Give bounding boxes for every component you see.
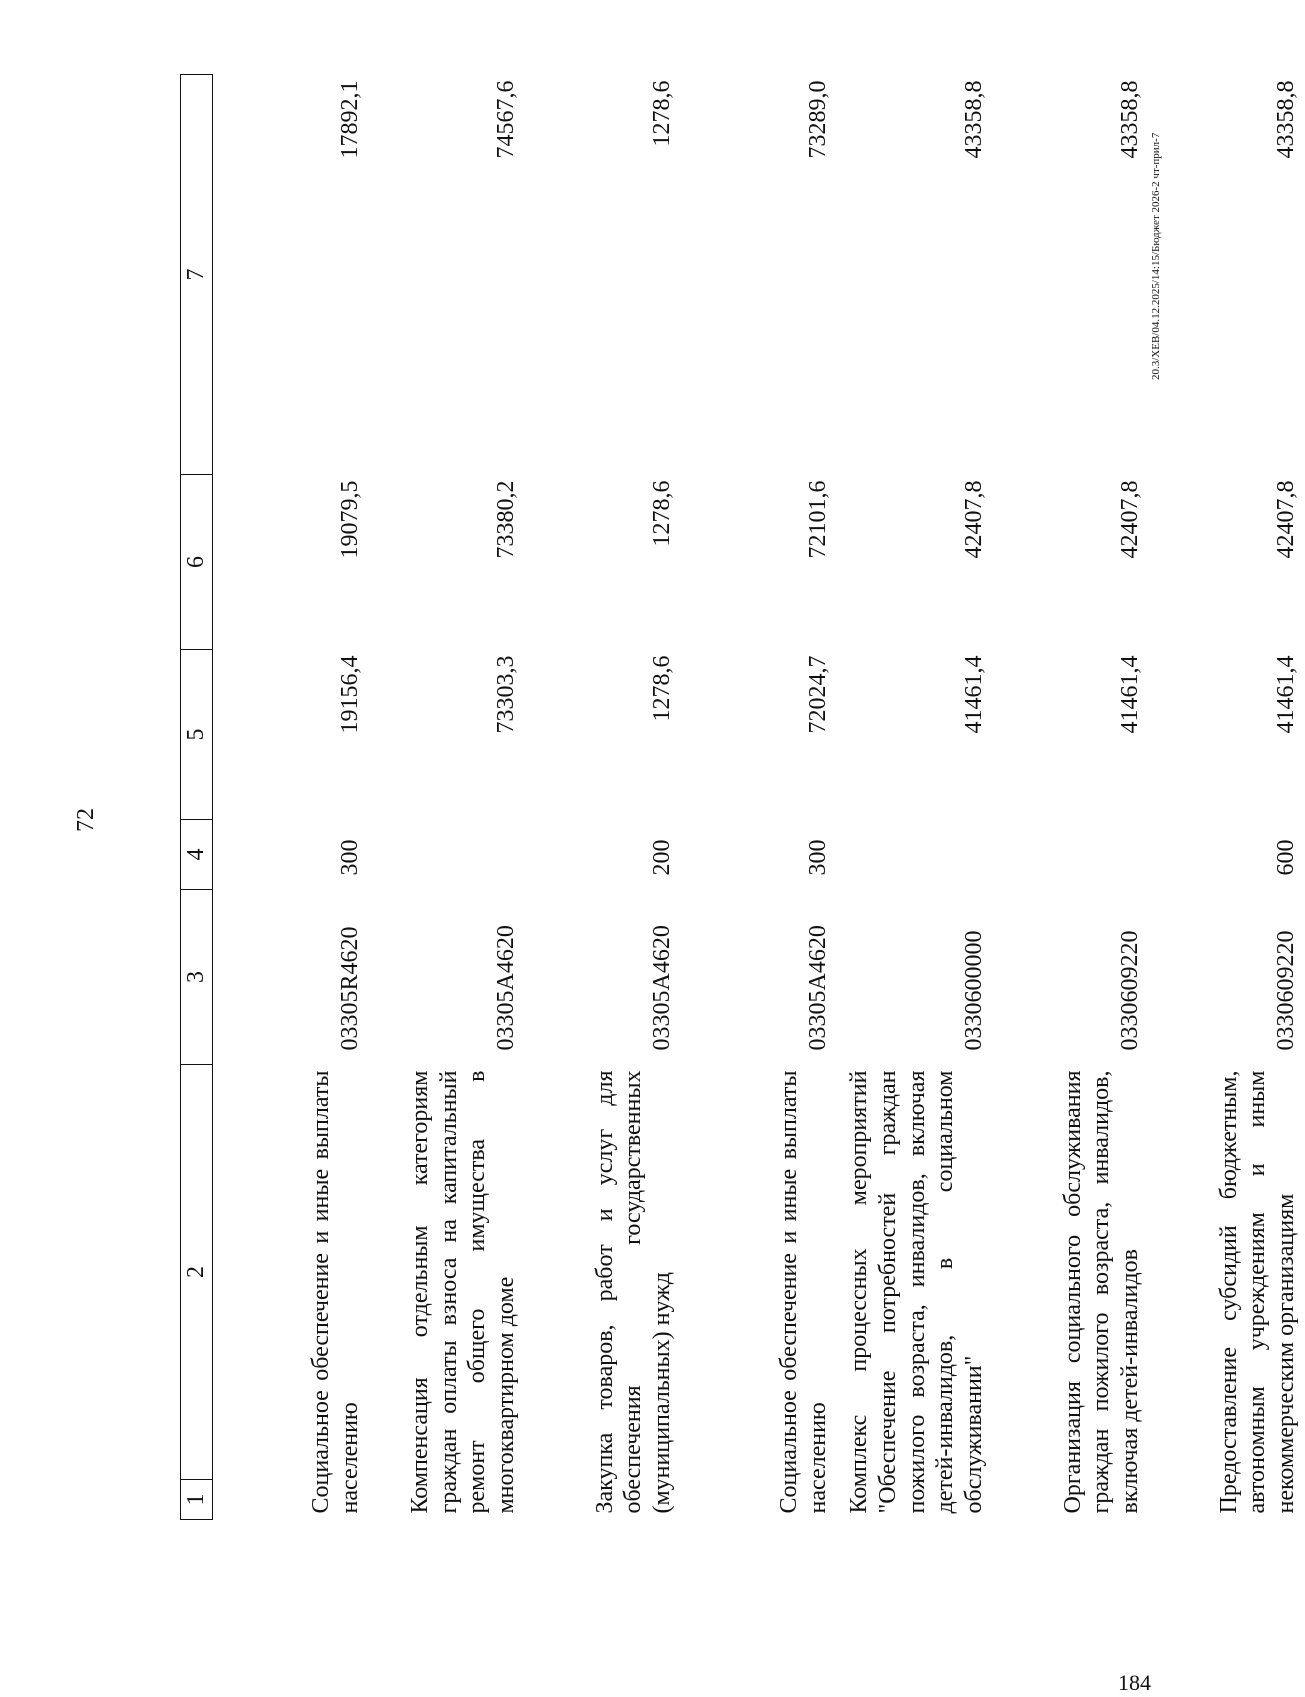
row-type: 600 xyxy=(1273,839,1300,876)
page-number: 72 xyxy=(73,808,99,832)
header-col-5: 5 xyxy=(181,650,213,820)
table-row xyxy=(993,75,1149,1520)
row-value-6: 42407,8 xyxy=(1117,480,1144,559)
row-value-5: 73303,3 xyxy=(493,655,520,734)
row-description: Комплекс процессных мероприятий "Обеспечение потребностей граждан пожилого возраста, инвалидов, включая детей-инвалидов, в социальном обслуживании" xyxy=(846,1070,988,1514)
row-value-6: 42407,8 xyxy=(1273,480,1300,559)
row-value-6: 72101,6 xyxy=(805,480,832,559)
row-description: Закупка товаров, работ и услуг для обеспечения государственных (муниципальных) нужд xyxy=(591,1070,676,1514)
row-code: 03305A4620 xyxy=(649,925,676,1051)
row-value-7: 73289,0 xyxy=(805,80,832,159)
row-value-6: 42407,8 xyxy=(961,480,988,559)
header-col-3: 3 xyxy=(181,890,213,1065)
row-code: 0330600000 xyxy=(961,930,988,1051)
header-col-1: 1 xyxy=(181,1480,213,1520)
header-col-6: 6 xyxy=(181,475,213,650)
row-type: 200 xyxy=(649,839,676,876)
table-row xyxy=(837,75,993,1520)
row-value-5: 41461,4 xyxy=(961,655,988,734)
row-value-5: 41461,4 xyxy=(1117,655,1144,734)
row-value-7: 43358,8 xyxy=(1117,80,1144,159)
table-row xyxy=(1149,75,1305,1520)
header-col-4: 4 xyxy=(181,820,213,890)
row-description: Компенсация отдельным категориям граждан оплаты взноса на капитальный ремонт общего имущества в многоквартирном доме xyxy=(406,1070,520,1514)
row-value-7: 43358,8 xyxy=(961,80,988,159)
row-description: Организация социального обслуживания граждан пожилого возраста, инвалидов, включая детей-инвалидов xyxy=(1059,1070,1144,1514)
corner-page-number: 184 xyxy=(1118,1670,1151,1695)
row-type: 300 xyxy=(805,839,832,876)
table-row xyxy=(369,75,525,1520)
row-value-6: 73380,2 xyxy=(493,480,520,559)
row-value-7: 1278,6 xyxy=(649,80,676,147)
row-value-5: 41461,4 xyxy=(1273,655,1300,734)
row-type xyxy=(993,820,1149,890)
row-value-5: 1278,6 xyxy=(649,655,676,722)
row-type: 300 xyxy=(337,839,364,876)
row-value-7: 43358,8 xyxy=(1273,80,1300,159)
row-code: 03305A4620 xyxy=(805,925,832,1051)
row-code: 03305R4620 xyxy=(337,926,364,1051)
table-row xyxy=(213,75,370,1520)
row-code: 0330609220 xyxy=(1273,930,1300,1051)
row-description: Социальное обеспечение и иные выплаты населению xyxy=(776,1070,832,1514)
footer-stamp: 20.3/ХЕВ/04.12.2025/14:15/Бюджет 2026-2 чт-прил-7 xyxy=(1150,132,1162,380)
table-row xyxy=(681,75,837,1520)
row-description: Социальное обеспечение и иные выплаты населению xyxy=(308,1070,364,1514)
row-value-7: 17892,1 xyxy=(337,80,364,159)
row-description: Предоставление субсидий бюджетным, автономным учреждениям и иным некоммерческим организациям xyxy=(1215,1070,1300,1514)
row-value-5: 19156,4 xyxy=(337,655,364,734)
row-value-7: 74567,6 xyxy=(493,80,520,159)
row-value-6: 19079,5 xyxy=(337,480,364,559)
row-type xyxy=(369,820,525,890)
row-value-6: 1278,6 xyxy=(649,480,676,547)
row-code: 03305A4620 xyxy=(493,925,520,1051)
row-code: 0330609220 xyxy=(1117,930,1144,1051)
header-row xyxy=(181,75,213,1520)
budget-table xyxy=(180,74,1305,1520)
row-value-5: 72024,7 xyxy=(805,655,832,734)
header-col-2: 2 xyxy=(181,1065,213,1480)
table-row xyxy=(525,75,681,1520)
header-col-7: 7 xyxy=(181,75,213,475)
row-type xyxy=(837,820,993,890)
